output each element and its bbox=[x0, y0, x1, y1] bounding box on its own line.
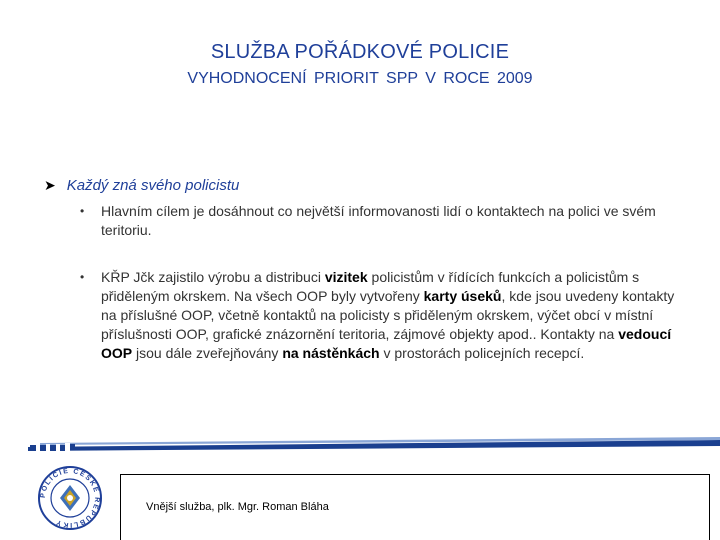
bullet-dot-icon: • bbox=[80, 204, 85, 218]
page-title: SLUŽBA POŘÁDKOVÉ POLICIE bbox=[210, 41, 510, 63]
section-heading-text: Každý zná svého policistu bbox=[66, 177, 240, 194]
bullet-text-segment: KŘP Jčk zajistilo výrobu a distribuci bbox=[101, 269, 325, 285]
bullet-emphasis: vizitek bbox=[324, 269, 368, 285]
bullet-text-segment: , kde jsou uvedeny kontakty na příslušné OOP, včetně kontaktů na policisty s přiděleným okrskem, výčet obcí v místní příslušnosti OOP, grafické znázornění teritoria, zájmové objekty apod.. Kontakty na bbox=[101, 288, 675, 342]
page-subtitle: VYHODNOCENÍ PRIORIT SPP V ROCE 2009 bbox=[187, 70, 533, 87]
bullet-text-segment: policistům v řídících funkcích a policistům s přiděleným okrskem. Na všech OOP byly vytvořeny bbox=[101, 269, 640, 304]
bullet-dot-icon: • bbox=[80, 270, 85, 284]
bullet-emphasis: vedoucí OOP bbox=[101, 326, 672, 361]
bullet-emphasis: karty úseků bbox=[423, 288, 502, 304]
bullet-text-segment: v prostorách policejních recepcí. bbox=[379, 345, 585, 361]
decorative-stripe bbox=[0, 437, 720, 453]
bullet-text bbox=[101, 202, 680, 240]
bullet-item bbox=[80, 202, 680, 240]
footer-author: Vnější služba, plk. Mgr. Roman Bláha bbox=[146, 501, 329, 513]
bullet-item bbox=[80, 268, 680, 363]
police-badge-logo bbox=[37, 465, 103, 531]
arrow-bullet-icon: ➤ bbox=[44, 177, 56, 193]
section-heading bbox=[44, 177, 684, 194]
bullet-text-segment: jsou dále zveřejňovány bbox=[132, 345, 283, 361]
bullet-text bbox=[101, 268, 680, 363]
logo-lettering: POLICIE ČESKÉ REPUBLIKY bbox=[39, 467, 101, 529]
bullet-text-segment: Hlavním cílem je dosáhnout co největší informovanosti lidí o kontaktech na polici ve svém teritoriu. bbox=[101, 203, 656, 238]
bullet-emphasis: na nástěnkách bbox=[282, 345, 380, 361]
